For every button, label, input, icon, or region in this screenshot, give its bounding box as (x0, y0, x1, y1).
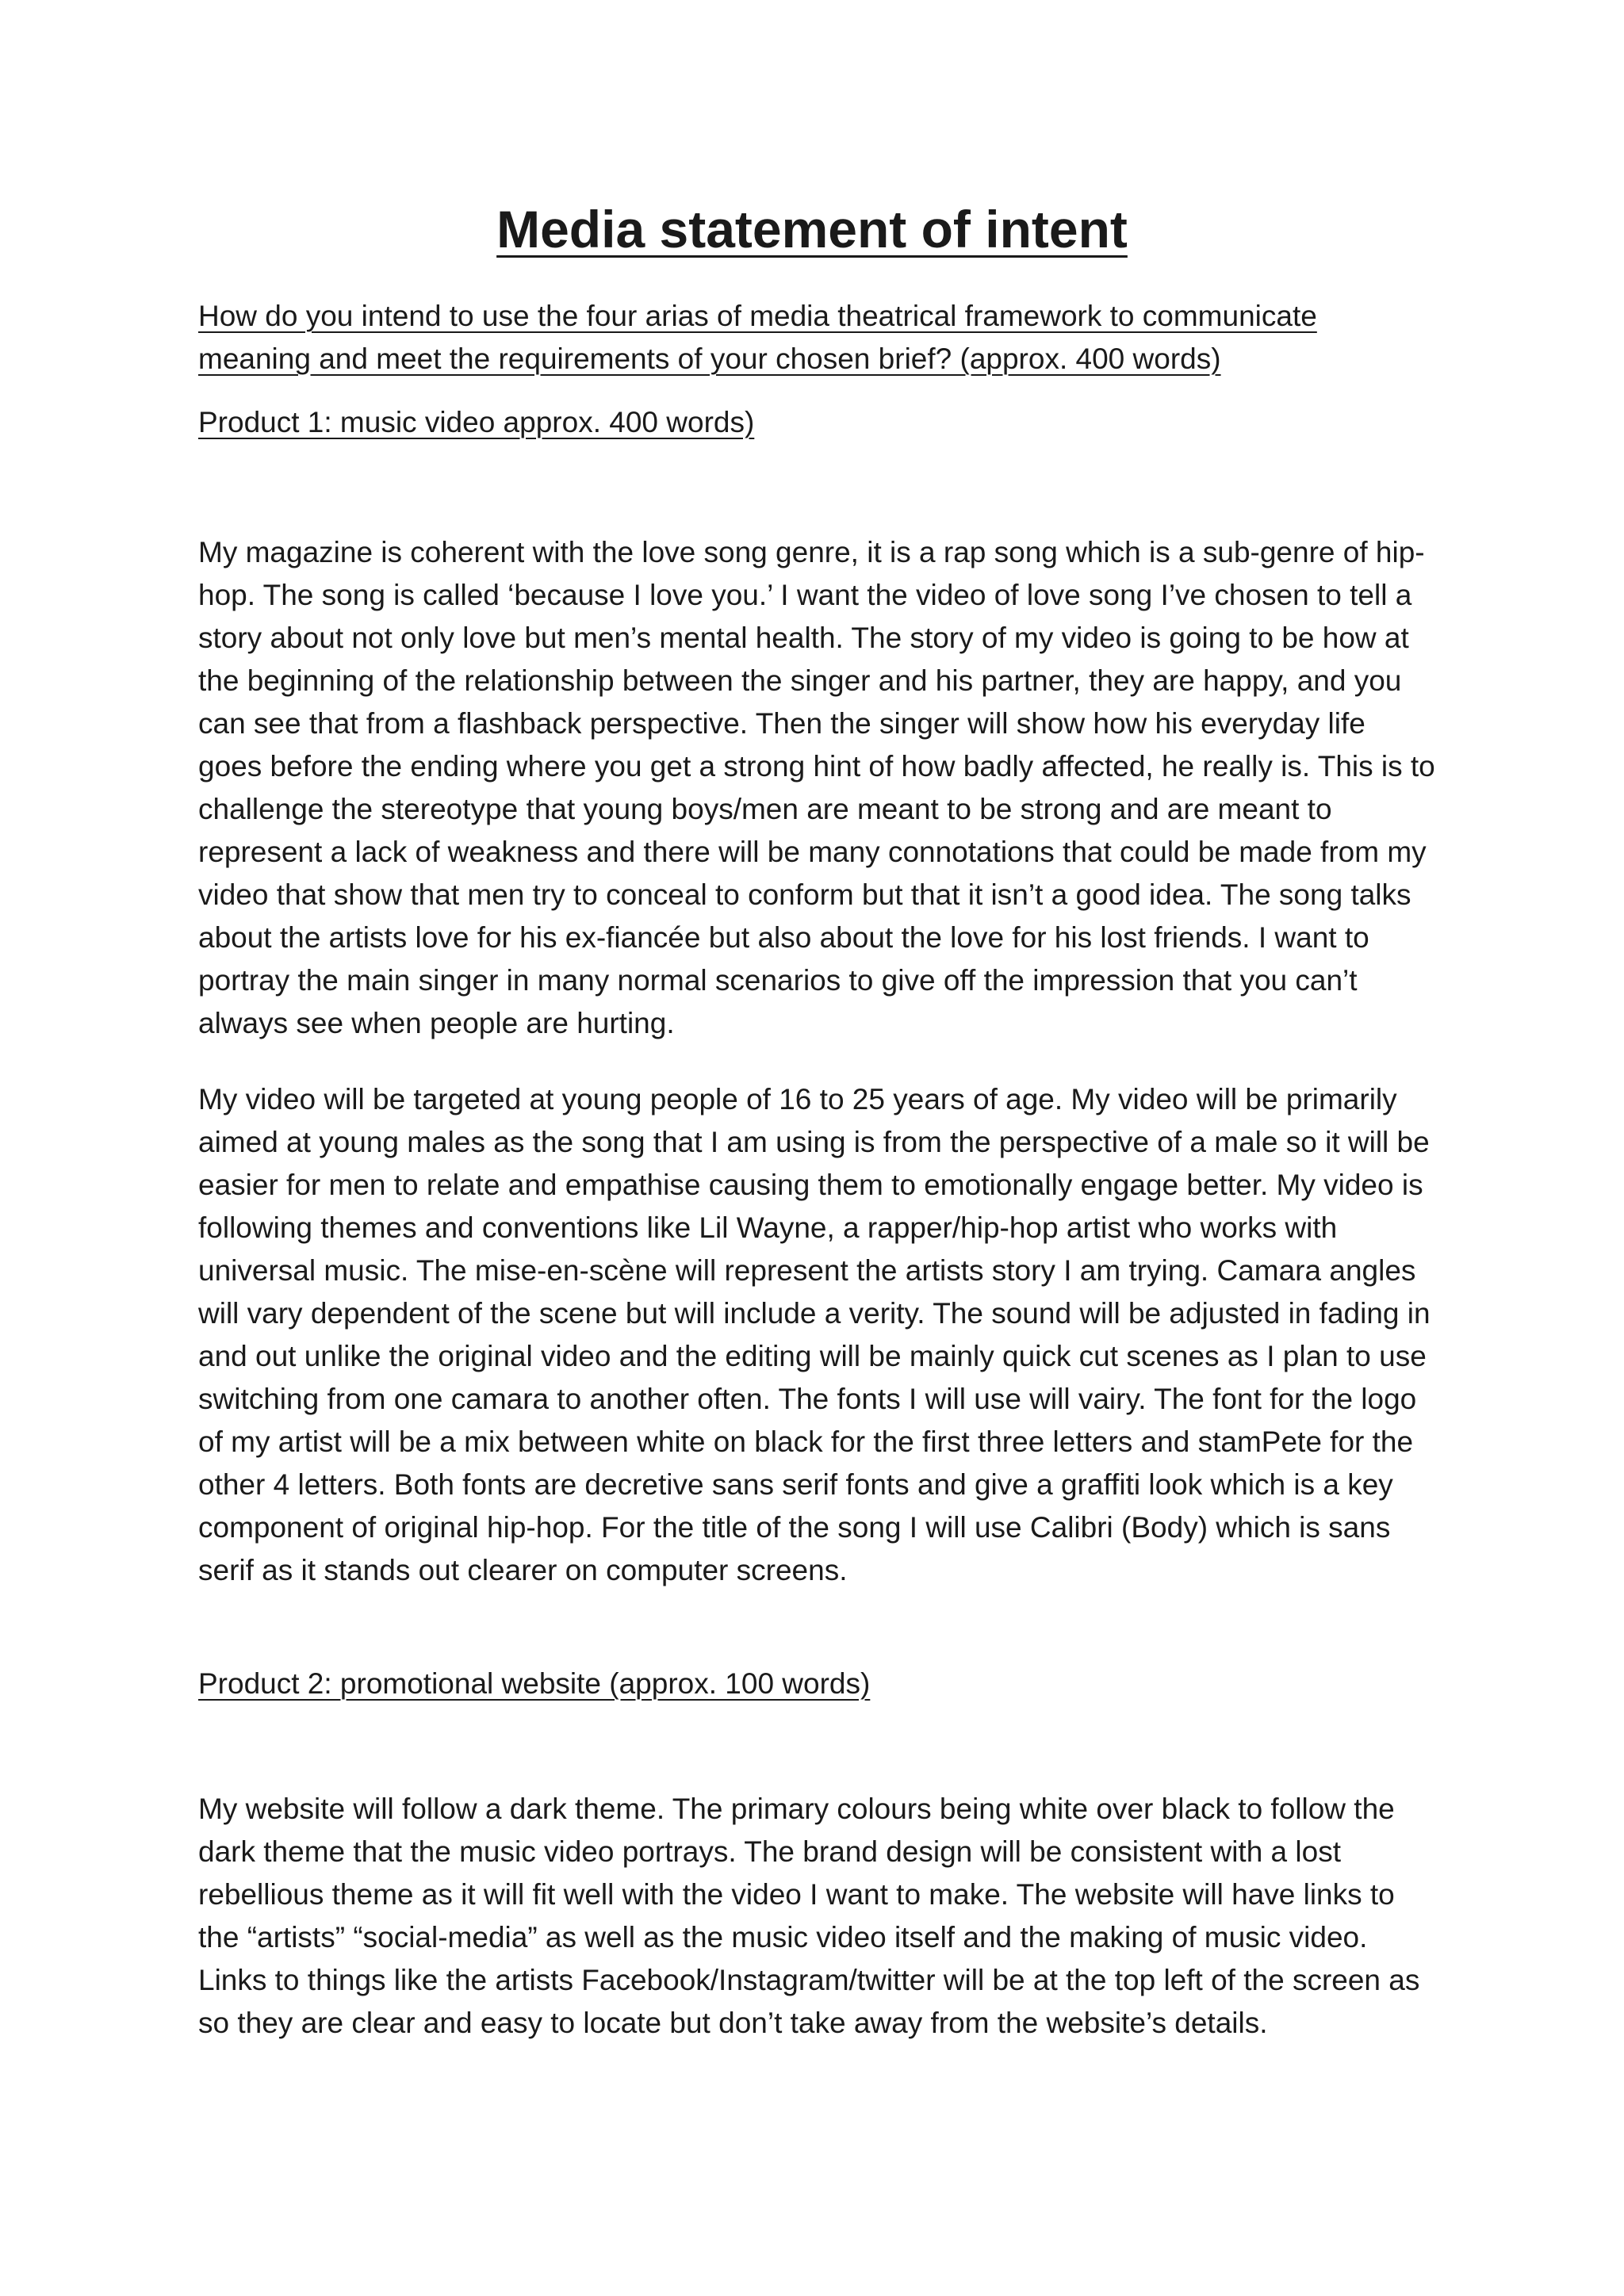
product1-heading (198, 401, 1435, 444)
product1-heading-text: Product 1: music video approx. 400 words) (198, 406, 755, 438)
product1-paragraph-2: My video will be targeted at young people of 16 to 25 years of age. My video will be primarily aimed at young males as the song that I am using is from the perspective of a male so it will be easier for men to relate and empathise causing them to emotionally engage better. My video is following themes and conventions like Lil Wayne, a rapper/hip-hop artist who works with universal music. The mise-en-scène will represent the artists story I am trying. Camara angles will vary dependent of the scene but will include a verity. The sound will be adjusted in fading in and out unlike the original video and the editing will be mainly quick cut scenes as I plan to use switching from one camara to another often. The fonts I will use will vairy. The font for the logo of my artist will be a mix between white on black for the first three letters and stamPete for the other 4 letters. Both fonts are decretive sans serif fonts and give a graffiti look which is a key component of original hip-hop. For the title of the song I will use Calibri (Body) which is sans serif as it stands out clearer on computer screens. (198, 1083, 1431, 1586)
product2-heading-text: Product 2: promotional website (approx. 100 words) (198, 1667, 871, 1700)
product1-paragraph-1: My magazine is coherent with the love song genre, it is a rap song which is a sub-genre of hip-hop. The song is called ‘because I love you.’ I want the video of love song I’ve chosen to tell a story about not only love but men’s mental health. The story of my video is going to be how at the beginning of the relationship between the singer and his partner, they are happy, and you can see that from a flashback perspective. Then the singer will show how his everyday life goes before the ending where you get a strong hint of how badly affected, he really is. This is to challenge the stereotype that young boys/men are meant to be strong and are meant to represent a lack of weakness and there will be many connotations that could be made from my video that show that men try to conceal to conform but that it isn’t a good idea. The song talks about the artists love for his ex-fiancée but also about the love for his lost friends. I want to portray the main singer in many normal scenarios to give off the impression that you can’t always see when people are hurting. (198, 536, 1435, 1039)
document-title: Media statement of intent (496, 200, 1128, 258)
brief-question: How do you intend to use the four arias of media theatrical framework to communicate meaning and meet the requirements of your chosen brief? (approx. 400 words) (198, 300, 1317, 375)
product2-paragraph: My website will follow a dark theme. The primary colours being white over black to follow the dark theme that the music video portrays. The brand design will be consistent with a lost rebellious theme as it will fit well with the video I want to make. The website will have links to the “artists” “social-media” as well as the music video itself and the making of music video. Links to things like the artists Facebook/Instagram/twitter will be at the top left of the screen as so they are clear and easy to locate but don’t take away from the website’s details. (198, 1793, 1420, 2039)
product2-heading (198, 1663, 1435, 1705)
